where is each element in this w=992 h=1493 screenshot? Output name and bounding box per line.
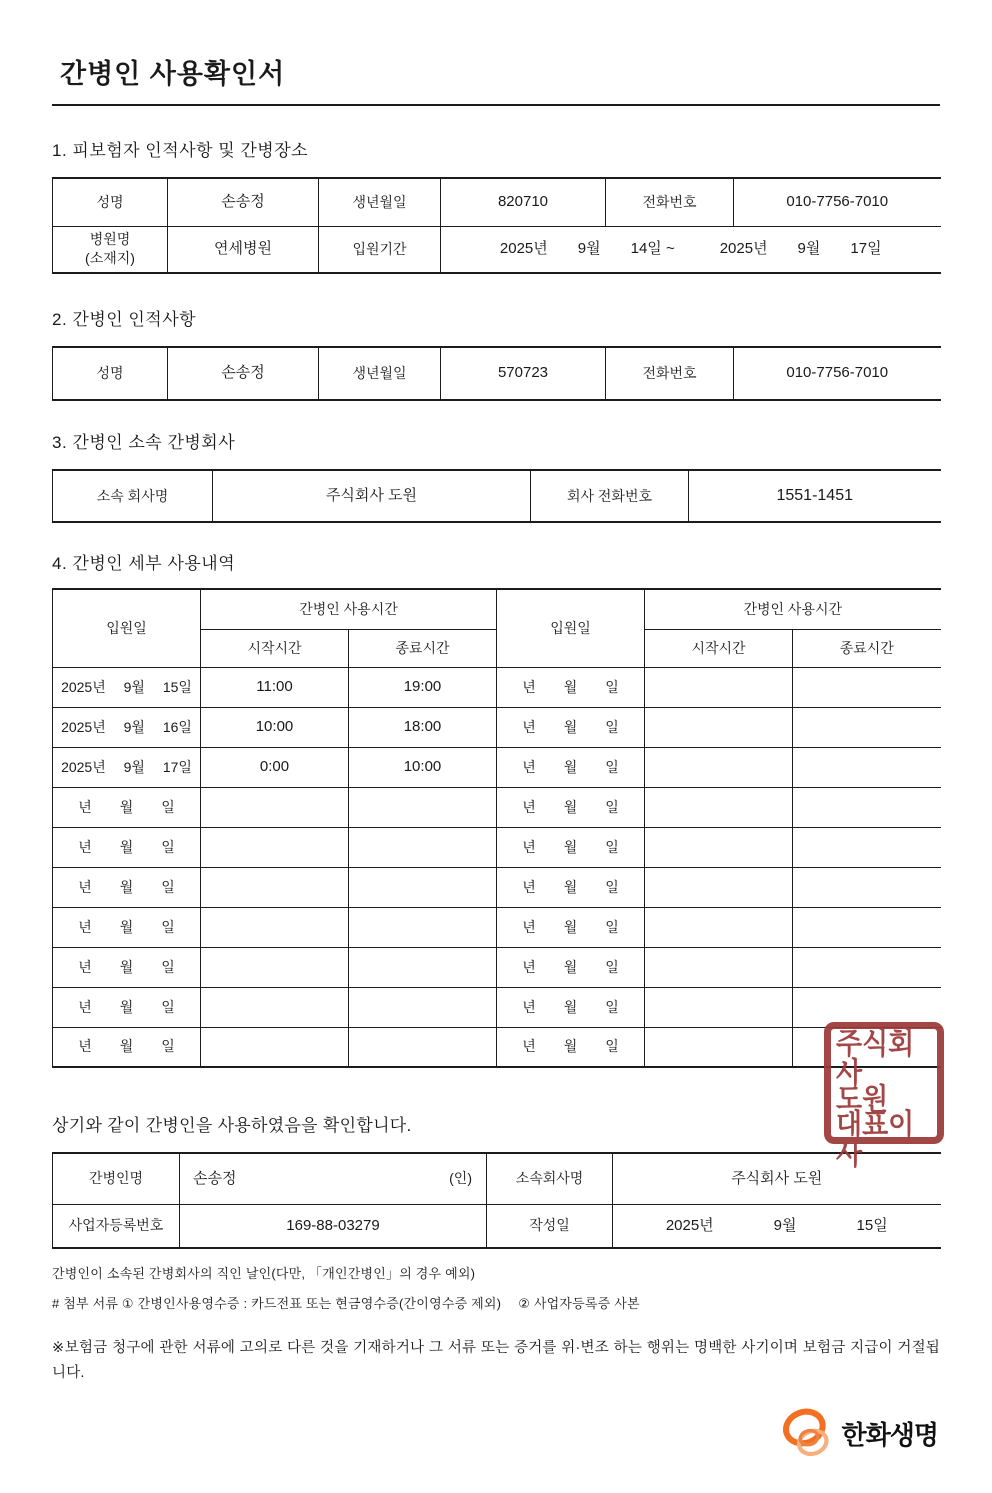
usage-date: 년 월 일 xyxy=(53,787,201,827)
usage-start xyxy=(645,747,793,787)
usage-end: 18:00 xyxy=(349,707,497,747)
usage-row-1 xyxy=(53,667,941,707)
confirm-date-value: 2025년 9월 15일 xyxy=(665,1216,888,1234)
usage-detail-table xyxy=(52,588,941,1068)
footnote-attachments: # 첨부 서류 ① 간병인사용영수증 : 카드전표 또는 현금영수증(간이영수증 제외) ② 사업자등록증 사본 xyxy=(52,1296,640,1311)
hospital-name-label xyxy=(53,226,168,273)
usage-start: 11:00 xyxy=(201,667,349,707)
confirm-company-name: 주식회사 도원 xyxy=(613,1153,941,1204)
table-row xyxy=(53,178,941,226)
care-company-table xyxy=(52,469,941,523)
usage-start: 10:00 xyxy=(201,707,349,747)
usage-row-3 xyxy=(53,747,941,787)
fraud-warning-text: ※보험금 청구에 관한 서류에 고의로 다른 것을 기재하거나 그 서류 또는 증거를 위·변조 하는 행위는 명백한 사기이며 보험금 지급이 거절됩니다. xyxy=(52,1340,940,1382)
usage-date: 2025년 9월 16일 xyxy=(53,707,201,747)
caregiver-name-value: 손송정 xyxy=(168,347,319,400)
confirm-biznum-value: 169-88-03279 xyxy=(180,1204,487,1248)
usage-start xyxy=(645,907,793,947)
caregiver-phone-value: 010-7756-7010 xyxy=(786,364,889,382)
usage-end: 19:00 xyxy=(349,667,497,707)
company-name-value: 주식회사 도원 xyxy=(213,470,531,522)
usage-date: 년 월 일 xyxy=(497,787,645,827)
caregiver-birth-value: 570723 xyxy=(441,347,606,400)
usage-date: 년 월 일 xyxy=(497,827,645,867)
usage-date: 년 월 일 xyxy=(53,987,201,1027)
stamp-line: 도원 xyxy=(836,1082,889,1116)
insured-phone-label: 전화번호 xyxy=(606,178,734,226)
usage-start xyxy=(201,867,349,907)
table-row xyxy=(53,226,941,273)
usage-end xyxy=(793,907,941,947)
insured-name-value: 손송정 xyxy=(168,178,319,226)
usage-start xyxy=(645,867,793,907)
usage-row-4 xyxy=(53,787,941,827)
section-3-heading: 3. 간병인 소속 간병회사 xyxy=(52,433,236,452)
table-row xyxy=(53,347,941,400)
table-row xyxy=(53,1204,941,1248)
hospital-name-value: 연세병원 xyxy=(168,226,319,273)
admission-period-value: 2025년 9월 14일 ~ 2025년 9월 17일 xyxy=(499,240,882,258)
insured-birth-value: 820710 xyxy=(441,178,606,226)
insured-info-table xyxy=(52,177,941,274)
usage-end-header-left: 종료시간 xyxy=(349,629,497,667)
usage-date: 년 월 일 xyxy=(53,867,201,907)
stamp-line: 주식회사 xyxy=(836,1027,915,1090)
confirm-date-label: 작성일 xyxy=(487,1204,613,1248)
usage-date: 년 월 일 xyxy=(497,1027,645,1067)
stamp-line: 대표이사 xyxy=(836,1108,915,1171)
usage-end xyxy=(793,787,941,827)
caregiver-info-table xyxy=(52,346,941,401)
usage-date-header-right: 입원일 xyxy=(497,589,645,667)
usage-start xyxy=(645,787,793,827)
usage-row-10 xyxy=(53,1027,941,1067)
caregiver-phone-label: 전화번호 xyxy=(606,347,734,400)
section-1-heading: 1. 피보험자 인적사항 및 간병장소 xyxy=(52,141,309,160)
usage-start xyxy=(645,987,793,1027)
usage-end xyxy=(793,827,941,867)
confirmation-table xyxy=(52,1152,941,1249)
usage-start xyxy=(201,827,349,867)
table-row xyxy=(53,470,941,522)
insured-phone-value: 010-7756-7010 xyxy=(734,178,941,226)
seal-mark-label: (인) xyxy=(449,1170,472,1187)
hanwha-life-logo-text: 한화생명 xyxy=(841,1420,938,1451)
usage-start-header-left: 시작시간 xyxy=(201,629,349,667)
hanwha-tricircle-icon xyxy=(781,1405,837,1463)
company-name-label: 소속 회사명 xyxy=(53,470,213,522)
usage-end-header-right: 종료시간 xyxy=(793,629,941,667)
footer-logo xyxy=(52,1405,940,1463)
usage-start xyxy=(201,947,349,987)
usage-start xyxy=(645,1027,793,1067)
company-phone-label: 회사 전화번호 xyxy=(531,470,689,522)
admission-period-label: 입원기간 xyxy=(319,226,441,273)
confirmation-statement: 상기와 같이 간병인을 사용하였음을 확인합니다. xyxy=(52,1116,412,1135)
usage-row-6 xyxy=(53,867,941,907)
usage-date: 년 월 일 xyxy=(497,947,645,987)
usage-date: 년 월 일 xyxy=(53,907,201,947)
caregiver-name-label: 성명 xyxy=(53,347,168,400)
usage-start xyxy=(645,947,793,987)
insured-name-label: 성명 xyxy=(53,178,168,226)
section-4-heading: 4. 간병인 세부 사용내역 xyxy=(52,554,236,573)
usage-end xyxy=(793,987,941,1027)
usage-date: 년 월 일 xyxy=(497,987,645,1027)
usage-end xyxy=(349,867,497,907)
usage-start xyxy=(645,667,793,707)
usage-end xyxy=(793,707,941,747)
footnote-seal-requirement: 간병인이 소속된 간병회사의 직인 날인(다만, 「개인간병인」의 경우 예외) xyxy=(52,1266,476,1281)
section-2-heading: 2. 간병인 인적사항 xyxy=(52,310,197,329)
usage-row-7 xyxy=(53,907,941,947)
usage-end xyxy=(793,747,941,787)
usage-start xyxy=(201,987,349,1027)
usage-date: 년 월 일 xyxy=(53,827,201,867)
confirm-biznum-label: 사업자등록번호 xyxy=(53,1204,180,1248)
usage-row-5 xyxy=(53,827,941,867)
usage-end: 10:00 xyxy=(349,747,497,787)
usage-row-2 xyxy=(53,707,941,747)
confirm-caregiver-name: 손송정 xyxy=(193,1169,237,1187)
company-phone-value: 1551-1451 xyxy=(776,487,853,505)
usage-end xyxy=(349,987,497,1027)
usage-row-8 xyxy=(53,947,941,987)
usage-end xyxy=(349,947,497,987)
usage-date: 년 월 일 xyxy=(53,1027,201,1067)
confirm-caregiver-label: 간병인명 xyxy=(53,1153,180,1204)
usage-end xyxy=(349,827,497,867)
usage-date-header-left: 입원일 xyxy=(53,589,201,667)
usage-row-9 xyxy=(53,987,941,1027)
usage-time-header-left: 간병인 사용시간 xyxy=(201,589,497,629)
usage-date: 년 월 일 xyxy=(497,707,645,747)
usage-time-header-right: 간병인 사용시간 xyxy=(645,589,941,629)
caregiver-birth-label: 생년월일 xyxy=(319,347,441,400)
usage-start xyxy=(201,787,349,827)
usage-end xyxy=(793,667,941,707)
usage-date: 2025년 9월 15일 xyxy=(53,667,201,707)
hospital-name-label-line2: (소재지) xyxy=(85,250,135,267)
confirm-company-label: 소속회사명 xyxy=(487,1153,613,1204)
usage-end xyxy=(349,907,497,947)
usage-start xyxy=(645,707,793,747)
table-row xyxy=(53,1153,941,1204)
usage-start xyxy=(201,907,349,947)
usage-start xyxy=(201,1027,349,1067)
usage-start: 0:00 xyxy=(201,747,349,787)
usage-date: 년 월 일 xyxy=(497,667,645,707)
corporate-seal-stamp xyxy=(824,1022,944,1171)
document-title: 간병인 사용확인서 xyxy=(52,48,940,106)
usage-end xyxy=(349,1027,497,1067)
usage-date: 년 월 일 xyxy=(53,947,201,987)
usage-start-header-right: 시작시간 xyxy=(645,629,793,667)
confirm-caregiver-name-cell xyxy=(180,1153,487,1204)
usage-start xyxy=(645,827,793,867)
usage-date: 년 월 일 xyxy=(497,867,645,907)
usage-end xyxy=(793,867,941,907)
table-header-row xyxy=(53,589,941,629)
usage-end xyxy=(349,787,497,827)
hospital-name-label-line1: 병원명 xyxy=(89,231,131,248)
usage-date: 년 월 일 xyxy=(497,747,645,787)
insured-birth-label: 생년월일 xyxy=(319,178,441,226)
usage-date: 2025년 9월 17일 xyxy=(53,747,201,787)
usage-date: 년 월 일 xyxy=(497,907,645,947)
usage-end xyxy=(793,947,941,987)
